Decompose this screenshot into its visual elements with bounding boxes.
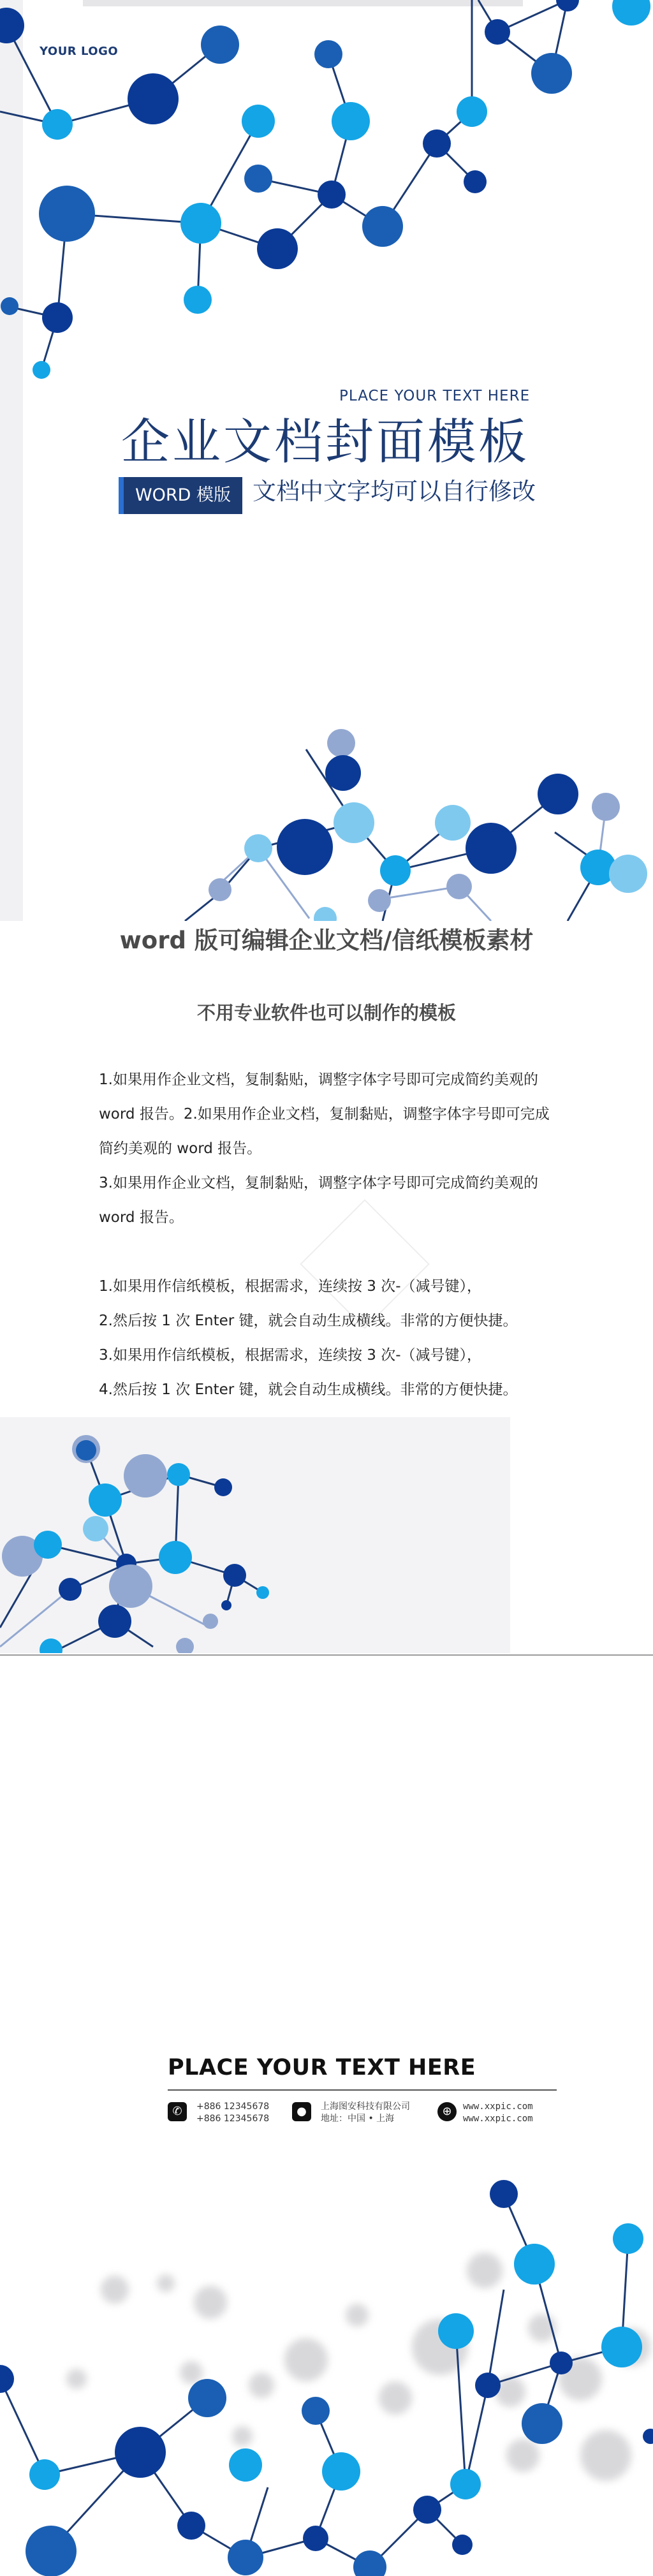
page-divider xyxy=(0,1654,653,1656)
cover-place-text: PLACE YOUR TEXT HERE xyxy=(339,388,531,404)
website-1: www.xxpic.com xyxy=(463,2101,533,2112)
cover-subtitle: 文档中文字均可以自行修改 xyxy=(253,478,536,505)
molecule-graphic-cover-bottom xyxy=(0,727,653,921)
list-item: 1.如果用作信纸模板，根据需求，连续按 3 次-（减号键）， xyxy=(99,1278,481,1295)
word-badge: WORD 模版 xyxy=(119,477,242,514)
molecule-graphic-bottom xyxy=(0,2168,653,2576)
letterhead-rule xyxy=(168,2089,557,2091)
website-2: www.xxpic.com xyxy=(463,2114,533,2124)
list-item: 4.然后按 1 次 Enter 键，就会自动生成横线。非常的方便快捷。 xyxy=(99,1381,518,1398)
cover-title: 企业文档封面模板 xyxy=(121,413,529,470)
cover-page xyxy=(0,0,653,921)
molecule-graphic-content xyxy=(0,1417,510,1653)
company-logo-text: YOUR LOGO xyxy=(40,45,119,58)
company-address: 地址：中国 • 上海 xyxy=(321,2114,395,2124)
phone-number-1: +886 12345678 xyxy=(196,2101,270,2112)
phone-number-2: +886 12345678 xyxy=(196,2114,270,2124)
list-item: 3.如果用作信纸模板，根据需求，连续按 3 次-（减号键）， xyxy=(99,1347,481,1364)
location-pin-icon: ● xyxy=(292,2102,311,2121)
letterhead-place-text: PLACE YOUR TEXT HERE xyxy=(168,2055,476,2080)
content-paragraph-1: 1.如果用作企业文档，复制黏贴，调整字体字号即可完成简约美观的word 报告。2.如果用作企业文档，复制黏贴，调整字体字号即可完成简约美观的 word 报告。 xyxy=(99,1071,550,1157)
molecule-svg-content xyxy=(0,1417,510,1653)
phone-icon: ✆ xyxy=(168,2102,187,2121)
company-name: 上海图安科技有限公司 xyxy=(321,2101,410,2112)
molecule-graphic-top xyxy=(0,0,653,395)
content-subtitle: 不用专业软件也可以制作的模板 xyxy=(196,1002,456,1024)
globe-icon: ⊕ xyxy=(437,2102,457,2121)
content-paragraph-2: 3.如果用作企业文档，复制黏贴，调整字体字号即可完成简约美观的word 报告。 xyxy=(99,1175,538,1226)
list-item: 2.然后按 1 次 Enter 键，就会自动生成横线。非常的方便快捷。 xyxy=(99,1313,518,1329)
content-title: word 版可编辑企业文档/信纸模板素材 xyxy=(119,927,534,954)
